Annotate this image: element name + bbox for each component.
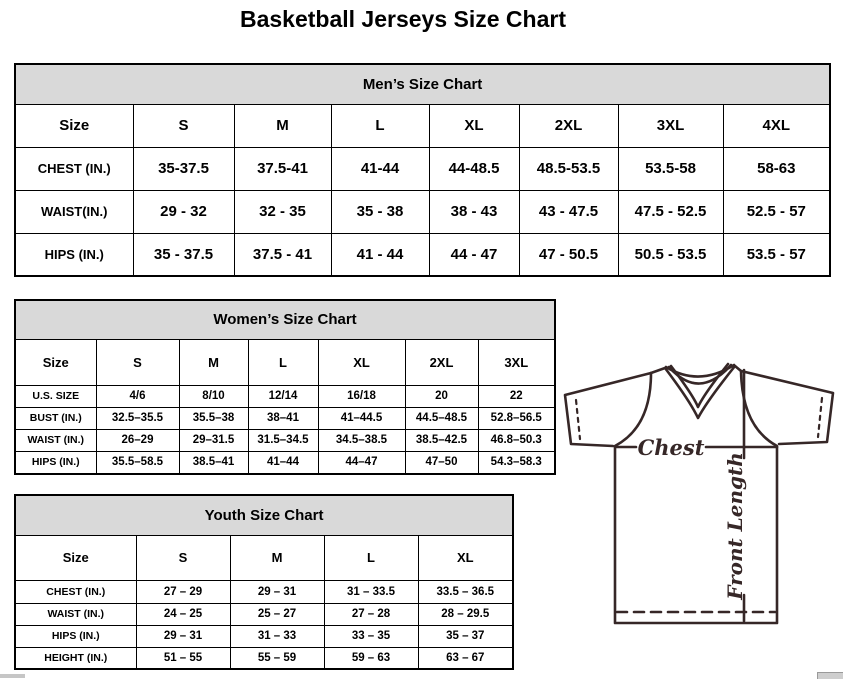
size-column-header: Size <box>15 339 96 385</box>
row-label-cell: CHEST (IN.) <box>15 147 133 190</box>
value-cell: 37.5-41 <box>234 147 331 190</box>
jersey-collar-back-arc-2 <box>669 365 731 384</box>
horizontal-scrollbar-fragment-left[interactable] <box>0 674 25 678</box>
value-cell: 24 – 25 <box>136 603 230 625</box>
value-cell: 25 – 27 <box>230 603 324 625</box>
table-title: Women’s Size Chart <box>15 300 555 339</box>
value-cell: 41-44 <box>331 147 429 190</box>
size-header-cell: XL <box>429 104 519 147</box>
value-cell: 58-63 <box>723 147 830 190</box>
jersey-body-outline <box>615 447 777 623</box>
value-cell: 26–29 <box>96 429 179 451</box>
value-cell: 38–41 <box>248 407 318 429</box>
size-header-cell: XL <box>418 535 513 580</box>
size-header-cell: 3XL <box>478 339 555 385</box>
value-cell: 29 - 32 <box>133 190 234 233</box>
value-cell: 53.5-58 <box>618 147 723 190</box>
womens-size-chart-table <box>14 299 556 475</box>
value-cell: 52.8–56.5 <box>478 407 555 429</box>
value-cell: 32.5–35.5 <box>96 407 179 429</box>
value-cell: 28 – 29.5 <box>418 603 513 625</box>
value-cell: 47–50 <box>405 451 478 474</box>
size-header-cell: XL <box>318 339 405 385</box>
size-column-header: Size <box>15 535 136 580</box>
page-title: Basketball Jerseys Size Chart <box>239 6 566 32</box>
value-cell: 31 – 33 <box>230 625 324 647</box>
mens-size-chart-table <box>14 63 831 277</box>
value-cell: 38 - 43 <box>429 190 519 233</box>
size-header-cell: 3XL <box>618 104 723 147</box>
value-cell: 35 - 38 <box>331 190 429 233</box>
value-cell: 41 - 44 <box>331 233 429 276</box>
size-header-cell: S <box>133 104 234 147</box>
value-cell: 37.5 - 41 <box>234 233 331 276</box>
row-label-cell: CHEST (IN.) <box>15 580 136 603</box>
front-length-label: Front Length <box>723 452 747 600</box>
value-cell: 43 - 47.5 <box>519 190 618 233</box>
value-cell: 48.5-53.5 <box>519 147 618 190</box>
value-cell: 38.5–41 <box>179 451 248 474</box>
value-cell: 38.5–42.5 <box>405 429 478 451</box>
size-header-cell: M <box>179 339 248 385</box>
row-label-cell: HIPS (IN.) <box>15 451 96 474</box>
value-cell: 44–47 <box>318 451 405 474</box>
value-cell: 35.5–58.5 <box>96 451 179 474</box>
row-label-cell: WAIST (IN.) <box>15 603 136 625</box>
value-cell: 20 <box>405 385 478 407</box>
value-cell: 35 – 37 <box>418 625 513 647</box>
value-cell: 59 – 63 <box>324 647 418 669</box>
row-label-cell: WAIST(IN.) <box>15 190 133 233</box>
value-cell: 31.5–34.5 <box>248 429 318 451</box>
value-cell: 29 – 31 <box>230 580 324 603</box>
jersey-measurement-diagram <box>555 355 843 679</box>
value-cell: 33 – 35 <box>324 625 418 647</box>
value-cell: 44 - 47 <box>429 233 519 276</box>
value-cell: 22 <box>478 385 555 407</box>
right-cuff-dashed-line <box>818 398 822 437</box>
value-cell: 27 – 28 <box>324 603 418 625</box>
row-label-cell: U.S. SIZE <box>15 385 96 407</box>
jersey-left-shoulder <box>651 368 665 373</box>
value-cell: 51 – 55 <box>136 647 230 669</box>
row-label-cell: HIPS (IN.) <box>15 233 133 276</box>
value-cell: 55 – 59 <box>230 647 324 669</box>
value-cell: 50.5 - 53.5 <box>618 233 723 276</box>
size-header-cell: L <box>248 339 318 385</box>
table-title: Youth Size Chart <box>15 495 513 535</box>
size-header-cell: S <box>136 535 230 580</box>
value-cell: 54.3–58.3 <box>478 451 555 474</box>
value-cell: 12/14 <box>248 385 318 407</box>
row-label-cell: HEIGHT (IN.) <box>15 647 136 669</box>
value-cell: 41–44.5 <box>318 407 405 429</box>
size-header-cell: L <box>324 535 418 580</box>
value-cell: 35.5–38 <box>179 407 248 429</box>
value-cell: 33.5 – 36.5 <box>418 580 513 603</box>
table-title: Men’s Size Chart <box>15 64 830 104</box>
value-cell: 8/10 <box>179 385 248 407</box>
value-cell: 31 – 33.5 <box>324 580 418 603</box>
value-cell: 63 – 67 <box>418 647 513 669</box>
value-cell: 4/6 <box>96 385 179 407</box>
size-header-cell: 4XL <box>723 104 830 147</box>
value-cell: 47.5 - 52.5 <box>618 190 723 233</box>
row-label-cell: WAIST (IN.) <box>15 429 96 451</box>
jersey-right-armhole-seam <box>741 371 777 446</box>
horizontal-scrollbar-fragment-right[interactable] <box>817 672 843 679</box>
value-cell: 35-37.5 <box>133 147 234 190</box>
row-label-cell: BUST (IN.) <box>15 407 96 429</box>
value-cell: 35 - 37.5 <box>133 233 234 276</box>
value-cell: 34.5–38.5 <box>318 429 405 451</box>
value-cell: 41–44 <box>248 451 318 474</box>
value-cell: 29 – 31 <box>136 625 230 647</box>
value-cell: 29–31.5 <box>179 429 248 451</box>
value-cell: 16/18 <box>318 385 405 407</box>
left-cuff-dashed-line <box>576 400 580 439</box>
jersey-right-sleeve <box>741 371 833 444</box>
size-header-cell: S <box>96 339 179 385</box>
size-header-cell: M <box>234 104 331 147</box>
value-cell: 44.5–48.5 <box>405 407 478 429</box>
size-column-header: Size <box>15 104 133 147</box>
row-label-cell: HIPS (IN.) <box>15 625 136 647</box>
value-cell: 53.5 - 57 <box>723 233 830 276</box>
value-cell: 52.5 - 57 <box>723 190 830 233</box>
size-header-cell: 2XL <box>519 104 618 147</box>
size-header-cell: 2XL <box>405 339 478 385</box>
size-header-cell: L <box>331 104 429 147</box>
size-header-cell: M <box>230 535 324 580</box>
youth-size-chart-table <box>14 494 514 670</box>
value-cell: 47 - 50.5 <box>519 233 618 276</box>
chest-measure-label: Chest <box>637 435 705 460</box>
value-cell: 27 – 29 <box>136 580 230 603</box>
value-cell: 44-48.5 <box>429 147 519 190</box>
value-cell: 46.8–50.3 <box>478 429 555 451</box>
value-cell: 32 - 35 <box>234 190 331 233</box>
